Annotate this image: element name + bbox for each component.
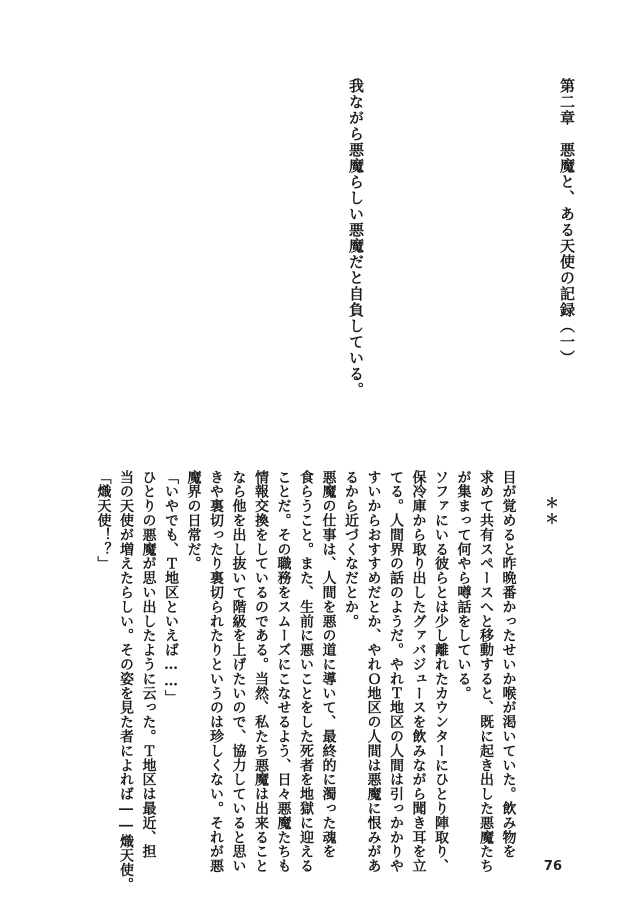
page-number: 76	[543, 859, 562, 874]
body-line: すいからおすすめだとか、やれＯ地区の人間は悪魔に恨みがあ	[365, 470, 382, 874]
body-line: 当の天使が増えたらしい。その姿を見た者によれば――熾天使。	[118, 470, 134, 892]
body-line: てる。人間界の話のようだ。やれＴ地区の人間は引っかかりや	[388, 470, 404, 874]
body-line: 悪魔の仕事は、人間を悪の道に導いて、最終的に濁った魂を	[320, 470, 337, 859]
intro-line: 我ながら悪魔らしい悪魔だと自負している。	[347, 78, 365, 398]
body-line: なら他を出し抜いて階級を上げたいので、協力していると思い	[230, 470, 247, 874]
body-line: が集まって何やら噂話をしている。	[455, 470, 472, 701]
section-break-mark: ＊＊	[543, 496, 559, 528]
body-line: 保冷庫から取り出したグァバジュースを飲みながら聞き耳を立	[410, 470, 427, 874]
body-line: ことだ。その職務をスムーズにこなせるよう、日々悪魔たちも	[275, 470, 292, 874]
body-line: 食らうこと。また、生前に悪いことをした死者を地獄に迎える	[298, 470, 314, 874]
body-line: 情報交換をしているのである。当然、私たち悪魔は出来ること	[253, 470, 269, 874]
chapter-title: 第二章 悪魔と、ある天使の記録（一）	[558, 78, 576, 366]
body-line: きや裏切ったり裏切られたりというのは珍しくない。それが悪	[208, 470, 224, 874]
body-line: 目が覚めると昨晩番かったせいか喉が渇いていた。飲み物を	[500, 470, 517, 859]
body-line: るから近づくなだとか。	[343, 470, 359, 629]
body-line: 魔界の日常だ。	[185, 470, 202, 571]
body-line: ひとりの悪魔が思い出したように云った。Ｔ地区は最近、担	[140, 470, 157, 859]
chapter-header	[347, 78, 576, 398]
body-line: 求めて共有スペースへと移動すると、既に起き出した悪魔たち	[478, 470, 494, 874]
body-line: ソファにいる彼らとは少し離れたカウンターにひとり陣取り、	[433, 470, 449, 874]
body-line: 「熾天使！？」	[95, 470, 112, 571]
body-line: 「いやでも、Ｔ地区といえば……」	[163, 470, 179, 705]
